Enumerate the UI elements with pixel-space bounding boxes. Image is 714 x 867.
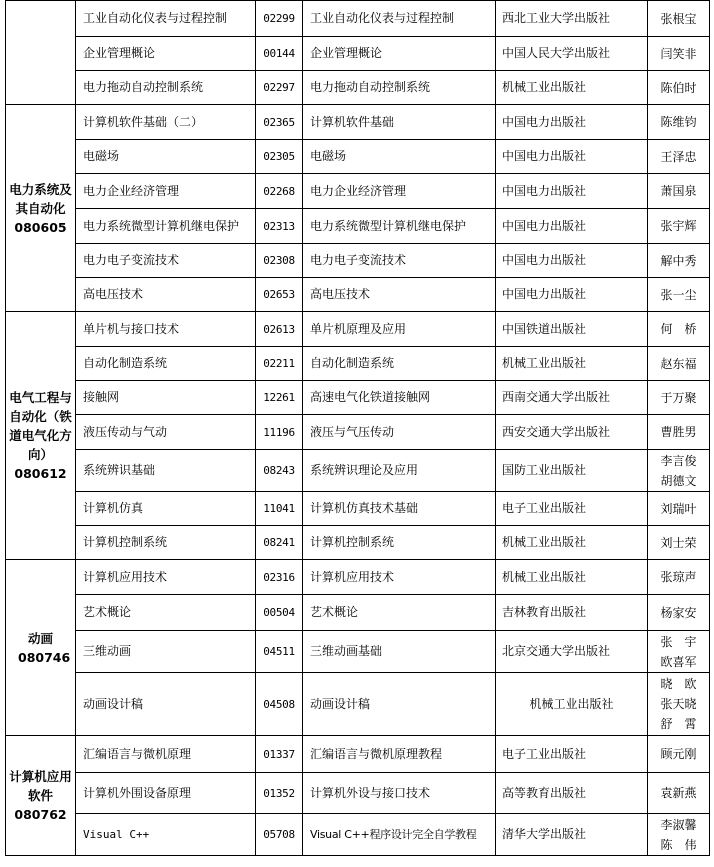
author: 解中秀	[648, 244, 710, 278]
course-name: 接触网	[76, 381, 256, 415]
course-name: 计算机应用技术	[76, 560, 256, 595]
author: 李言俊 胡德文	[648, 450, 710, 492]
publisher: 国防工业出版社	[496, 450, 648, 492]
major-cell	[6, 1, 76, 105]
author: 张一尘	[648, 278, 710, 312]
textbook-title: 高速电气化铁道接触网	[303, 381, 496, 415]
course-code: 08241	[256, 526, 303, 560]
publisher: 机械工业出版社	[496, 526, 648, 560]
table-row	[6, 814, 710, 856]
publisher: 清华大学出版社	[496, 814, 648, 856]
textbook-title: 计算机控制系统	[303, 526, 496, 560]
course-code: 01337	[256, 736, 303, 773]
publisher: 机械工业出版社	[496, 673, 648, 736]
course-code: 02313	[256, 209, 303, 244]
textbook-title: 液压与气压传动	[303, 415, 496, 450]
course-name: Visual C++	[76, 814, 256, 856]
publisher: 中国人民大学出版社	[496, 37, 648, 71]
course-name: 液压传动与气动	[76, 415, 256, 450]
author: 晓 欧 张天晓 舒 霄	[648, 673, 710, 736]
course-code: 02316	[256, 560, 303, 595]
author: 刘士荣	[648, 526, 710, 560]
publisher: 中国电力出版社	[496, 105, 648, 140]
table-row	[6, 381, 710, 415]
course-name: 工业自动化仪表与过程控制	[76, 1, 256, 37]
textbook-title: 企业管理概论	[303, 37, 496, 71]
course-name: 企业管理概论	[76, 37, 256, 71]
course-code: 02299	[256, 1, 303, 37]
publisher: 中国电力出版社	[496, 140, 648, 174]
publisher: 西北工业大学出版社	[496, 1, 648, 37]
author: 陈维钧	[648, 105, 710, 140]
table-row	[6, 673, 710, 736]
table-row	[6, 415, 710, 450]
course-code: 02305	[256, 140, 303, 174]
table-row	[6, 736, 710, 773]
author: 杨家安	[648, 595, 710, 631]
course-code: 04511	[256, 631, 303, 673]
course-code: 11041	[256, 492, 303, 526]
author: 刘瑞叶	[648, 492, 710, 526]
major-cell: 计算机应用软件 080762	[6, 736, 76, 856]
course-name: 电力企业经济管理	[76, 174, 256, 209]
textbook-title: 电磁场	[303, 140, 496, 174]
author: 何 桥	[648, 312, 710, 347]
author: 张根宝	[648, 1, 710, 37]
author: 张宇辉	[648, 209, 710, 244]
author: 张 宇 欧喜军	[648, 631, 710, 673]
textbook-title: 动画设计稿	[303, 673, 496, 736]
course-name: 计算机控制系统	[76, 526, 256, 560]
course-name: 电力系统微型计算机继电保护	[76, 209, 256, 244]
table-row	[6, 209, 710, 244]
course-code: 02308	[256, 244, 303, 278]
course-name: 自动化制造系统	[76, 347, 256, 381]
course-name: 汇编语言与微机原理	[76, 736, 256, 773]
course-code: 00144	[256, 37, 303, 71]
publisher: 机械工业出版社	[496, 347, 648, 381]
table-row	[6, 526, 710, 560]
author: 萧国泉	[648, 174, 710, 209]
course-code: 02365	[256, 105, 303, 140]
course-name: 三维动画	[76, 631, 256, 673]
publisher: 中国电力出版社	[496, 209, 648, 244]
course-name: 系统辨识基础	[76, 450, 256, 492]
major-cell: 电气工程与自动化（铁道电气化方向）080612	[6, 312, 76, 560]
table-row	[6, 492, 710, 526]
course-code: 02268	[256, 174, 303, 209]
textbook-title: 电力企业经济管理	[303, 174, 496, 209]
table-row	[6, 140, 710, 174]
textbook-title: 电力电子变流技术	[303, 244, 496, 278]
table-row	[6, 450, 710, 492]
table-row	[6, 37, 710, 71]
course-name: 电力拖动自动控制系统	[76, 71, 256, 105]
course-code: 12261	[256, 381, 303, 415]
course-code: 05708	[256, 814, 303, 856]
publisher: 中国铁道出版社	[496, 312, 648, 347]
textbook-title: 计算机仿真技术基础	[303, 492, 496, 526]
publisher: 北京交通大学出版社	[496, 631, 648, 673]
publisher: 西安交通大学出版社	[496, 415, 648, 450]
author: 于万聚	[648, 381, 710, 415]
course-code: 11196	[256, 415, 303, 450]
publisher: 中国电力出版社	[496, 174, 648, 209]
table-row	[6, 244, 710, 278]
table-row	[6, 312, 710, 347]
table-row	[6, 71, 710, 105]
course-code: 02297	[256, 71, 303, 105]
course-name: 高电压技术	[76, 278, 256, 312]
author: 顾元刚	[648, 736, 710, 773]
publisher: 中国电力出版社	[496, 244, 648, 278]
table-row	[6, 595, 710, 631]
publisher: 高等教育出版社	[496, 773, 648, 814]
author: 张琼声	[648, 560, 710, 595]
publisher: 机械工业出版社	[496, 560, 648, 595]
author: 袁新燕	[648, 773, 710, 814]
textbook-title: 计算机软件基础	[303, 105, 496, 140]
textbook-title: 电力系统微型计算机继电保护	[303, 209, 496, 244]
course-name: 计算机外围设备原理	[76, 773, 256, 814]
author: 李淑馨 陈 伟	[648, 814, 710, 856]
textbook-title: 汇编语言与微机原理教程	[303, 736, 496, 773]
publisher: 电子工业出版社	[496, 492, 648, 526]
table-row	[6, 773, 710, 814]
course-table	[5, 0, 710, 856]
table-row	[6, 174, 710, 209]
course-code: 00504	[256, 595, 303, 631]
publisher: 吉林教育出版社	[496, 595, 648, 631]
textbook-title: 单片机原理及应用	[303, 312, 496, 347]
table-row	[6, 105, 710, 140]
textbook-title: 工业自动化仪表与过程控制	[303, 1, 496, 37]
course-code: 04508	[256, 673, 303, 736]
table-row	[6, 278, 710, 312]
author: 陈伯时	[648, 71, 710, 105]
table-row	[6, 347, 710, 381]
course-code: 02613	[256, 312, 303, 347]
textbook-title: 三维动画基础	[303, 631, 496, 673]
author: 闫笑非	[648, 37, 710, 71]
course-code: 01352	[256, 773, 303, 814]
textbook-title: 电力拖动自动控制系统	[303, 71, 496, 105]
major-cell: 动画 080746	[6, 560, 76, 736]
course-name: 动画设计稿	[76, 673, 256, 736]
course-name: 艺术概论	[76, 595, 256, 631]
course-name: 电力电子变流技术	[76, 244, 256, 278]
textbook-title: 艺术概论	[303, 595, 496, 631]
major-cell: 电力系统及其自动化 080605	[6, 105, 76, 312]
course-name: 计算机软件基础（二）	[76, 105, 256, 140]
publisher: 中国电力出版社	[496, 278, 648, 312]
textbook-title: 自动化制造系统	[303, 347, 496, 381]
textbook-title: 计算机外设与接口技术	[303, 773, 496, 814]
author: 曹胜男	[648, 415, 710, 450]
table-row	[6, 631, 710, 673]
textbook-title: 高电压技术	[303, 278, 496, 312]
course-name: 计算机仿真	[76, 492, 256, 526]
textbook-title: Visual C++程序设计完全自学教程	[303, 814, 496, 856]
author: 王泽忠	[648, 140, 710, 174]
author: 赵东福	[648, 347, 710, 381]
publisher: 西南交通大学出版社	[496, 381, 648, 415]
textbook-title: 计算机应用技术	[303, 560, 496, 595]
table-row	[6, 1, 710, 37]
course-code: 08243	[256, 450, 303, 492]
publisher: 机械工业出版社	[496, 71, 648, 105]
table-row	[6, 560, 710, 595]
textbook-title: 系统辨识理论及应用	[303, 450, 496, 492]
course-code: 02653	[256, 278, 303, 312]
course-code: 02211	[256, 347, 303, 381]
course-name: 单片机与接口技术	[76, 312, 256, 347]
publisher: 电子工业出版社	[496, 736, 648, 773]
course-name: 电磁场	[76, 140, 256, 174]
